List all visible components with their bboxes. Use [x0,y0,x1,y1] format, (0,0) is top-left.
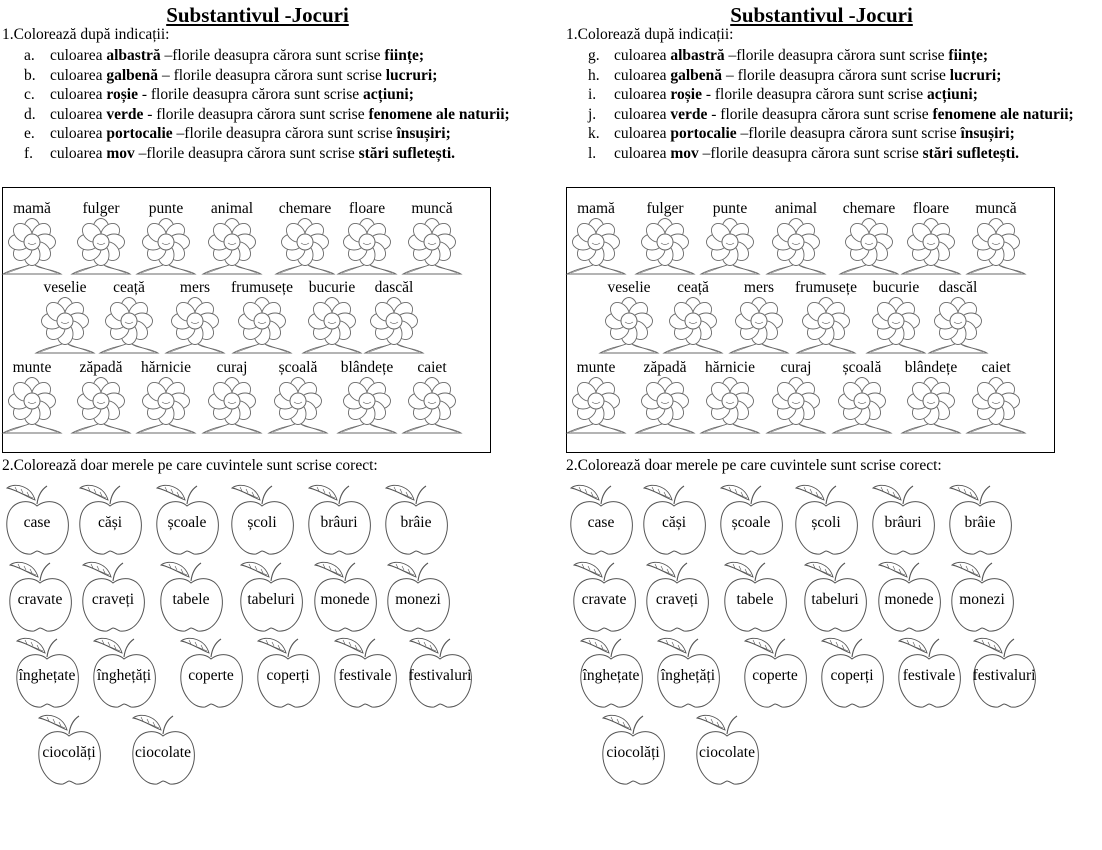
instruction-item: l. culoarea mov –florile deasupra cărora sunt scrise stări sufletești. [588,144,1020,162]
flower-word: muncă [975,200,1017,217]
flower-icon [334,377,400,437]
flower-word: fulger [646,200,684,217]
flower-icon [299,297,365,357]
apple-word: case [587,514,615,531]
flower-icon [133,218,199,278]
apple-word: cravate [581,591,627,608]
exercise-2-label: 2.Colorează doar merele pe care cuvintele sunt scrise corect: [2,457,378,474]
apple-word: craveți [655,591,699,608]
flower-word: bucurie [308,279,356,296]
flower-word: școală [842,359,882,376]
apple-word: festivaluri [408,667,472,684]
exercise-1-label: 1.Colorează după indicații: [2,26,170,43]
flower-word: curaj [780,359,812,376]
flower-icon [563,218,629,278]
apple-word: festivaluri [972,667,1036,684]
flower-icon [963,218,1029,278]
flower-icon [265,377,331,437]
worksheet-left [0,0,540,850]
instruction-item: a. culoarea albastră –florile deasupra cărora sunt scrise ființe; [24,47,425,64]
worksheet-right [564,0,1102,850]
instruction-item: c. culoarea roșie - florile deasupra cărora sunt scrise acțiuni; [24,86,414,103]
apple-word: căși [97,514,123,531]
apple-word: brâuri [884,514,922,531]
flower-word: mers [743,279,775,296]
instruction-list [588,46,1084,163]
instruction-item: h. culoarea galbenă – florile deasupra cărora sunt scrise lucruri; [588,66,1002,84]
flower-word: dascăl [374,279,414,296]
flower-icon [863,297,929,357]
exercise-2-label: 2.Colorează doar merele pe care cuvintele sunt scrise corect: [566,457,942,474]
apple-word: case [23,514,51,531]
apple-word: coperte [188,667,234,684]
apple-word: coperte [752,667,798,684]
flower-icon [660,297,726,357]
flower-icon [0,377,65,437]
apple-word: tabeluri [811,591,859,608]
flower-icon [963,377,1029,437]
flower-icon [898,377,964,437]
flower-word: școală [278,359,318,376]
apple-word: craveți [91,591,135,608]
flower-icon [68,377,134,437]
flower-icon [898,218,964,278]
apple-word: tabeluri [247,591,295,608]
apple-word: școli [247,514,277,531]
apple-word: brâie [964,514,996,531]
flower-word: zăpadă [643,359,687,376]
flower-icon [133,377,199,437]
flower-word: muncă [411,200,453,217]
apple-word: festivale [902,667,956,684]
flower-icon [632,377,698,437]
apple-word: școale [167,514,207,531]
flower-word: zăpadă [79,359,123,376]
flower-word: fulger [82,200,120,217]
instruction-item: k. culoarea portocalie –florile deasupra cărora sunt scrise însușiri; [588,125,1015,142]
apple-word: ciocolăți [42,744,96,761]
flower-icon [162,297,228,357]
flower-icon [829,377,895,437]
page-title: Substantivul -Jocuri [166,3,349,27]
flower-word: ceață [677,279,709,296]
flower-word: mamă [577,200,615,217]
apple-word: monezi [395,591,441,608]
flower-word: floare [348,200,386,217]
instruction-item: e. culoarea portocalie –florile deasupra cărora sunt scrise însușiri; [24,125,451,142]
flower-word: bucurie [872,279,920,296]
flower-word: hărnicie [705,359,755,376]
flower-word: animal [774,200,818,217]
flower-word: animal [210,200,254,217]
apple-word: monezi [959,591,1005,608]
flower-word: blândețe [340,359,394,376]
flower-icon [399,218,465,278]
flower-icon [32,297,98,357]
flower-icon [199,218,265,278]
apple-word: brâuri [320,514,358,531]
flower-word: punte [712,200,748,217]
apple-word: brâie [400,514,432,531]
flower-icon [925,297,991,357]
flower-icon [632,218,698,278]
flower-icon [793,297,859,357]
instruction-item: d. culoarea verde - florile deasupra cărora sunt scrise fenomene ale naturii; [24,105,510,123]
instruction-item: g. culoarea albastră –florile deasupra cărora sunt scrise ființe; [588,47,989,64]
flower-icon [563,377,629,437]
flower-icon [0,218,65,278]
flower-icon [726,297,792,357]
apple-word: tabele [172,591,210,608]
instruction-item: f. culoarea mov –florile deasupra cărora sunt scrise stări sufletești. [24,144,456,162]
flower-word: ceață [113,279,145,296]
flower-icon [763,218,829,278]
flower-icon [763,377,829,437]
flower-icon [399,377,465,437]
flower-icon [596,297,662,357]
flower-word: floare [912,200,950,217]
flower-word: frumusețe [795,279,857,296]
apple-word: ciocolăți [606,744,660,761]
apple-word: coperți [830,667,874,684]
flower-word: munte [12,359,52,376]
flower-icon [229,297,295,357]
flower-icon [361,297,427,357]
flower-icon [697,218,763,278]
apple-word: școli [811,514,841,531]
flower-icon [199,377,265,437]
flower-word: frumusețe [231,279,293,296]
exercise-1-label: 1.Colorează după indicații: [566,26,734,43]
apple-word: monede [320,591,370,608]
flower-word: veselie [607,279,651,296]
apple-word: înghețate [582,667,640,684]
apple-word: coperți [266,667,310,684]
apple-word: festivale [338,667,392,684]
flower-word: mamă [13,200,51,217]
apple-word: înghețate [18,667,76,684]
apple-word: școale [731,514,771,531]
flower-word: curaj [216,359,248,376]
apple-word: ciocolate [699,744,755,761]
instruction-item: b. culoarea galbenă – florile deasupra cărora sunt scrise lucruri; [24,66,438,84]
flower-word: caiet [981,359,1011,376]
flower-word: caiet [417,359,447,376]
flower-word: punte [148,200,184,217]
flower-word: dascăl [938,279,978,296]
flower-word: munte [576,359,616,376]
apple-word: tabele [736,591,774,608]
flower-word: hărnicie [141,359,191,376]
flower-icon [68,218,134,278]
instruction-item: i. culoarea roșie - florile deasupra cărora sunt scrise acțiuni; [588,86,978,103]
apple-word: înghețăți [660,667,716,684]
flower-icon [272,218,338,278]
flower-icon [334,218,400,278]
flower-word: blândețe [904,359,958,376]
flower-icon [96,297,162,357]
apple-word: ciocolate [135,744,191,761]
flower-word: veselie [43,279,87,296]
flower-word: chemare [278,200,332,217]
flower-word: mers [179,279,211,296]
instruction-list [24,46,520,163]
apple-word: monede [884,591,934,608]
flower-icon [836,218,902,278]
apple-word: cravate [17,591,63,608]
apple-word: căși [661,514,687,531]
page-title: Substantivul -Jocuri [730,3,913,27]
apple-word: înghețăți [96,667,152,684]
flower-word: chemare [842,200,896,217]
instruction-item: j. culoarea verde - florile deasupra cărora sunt scrise fenomene ale naturii; [588,105,1074,123]
flower-icon [697,377,763,437]
